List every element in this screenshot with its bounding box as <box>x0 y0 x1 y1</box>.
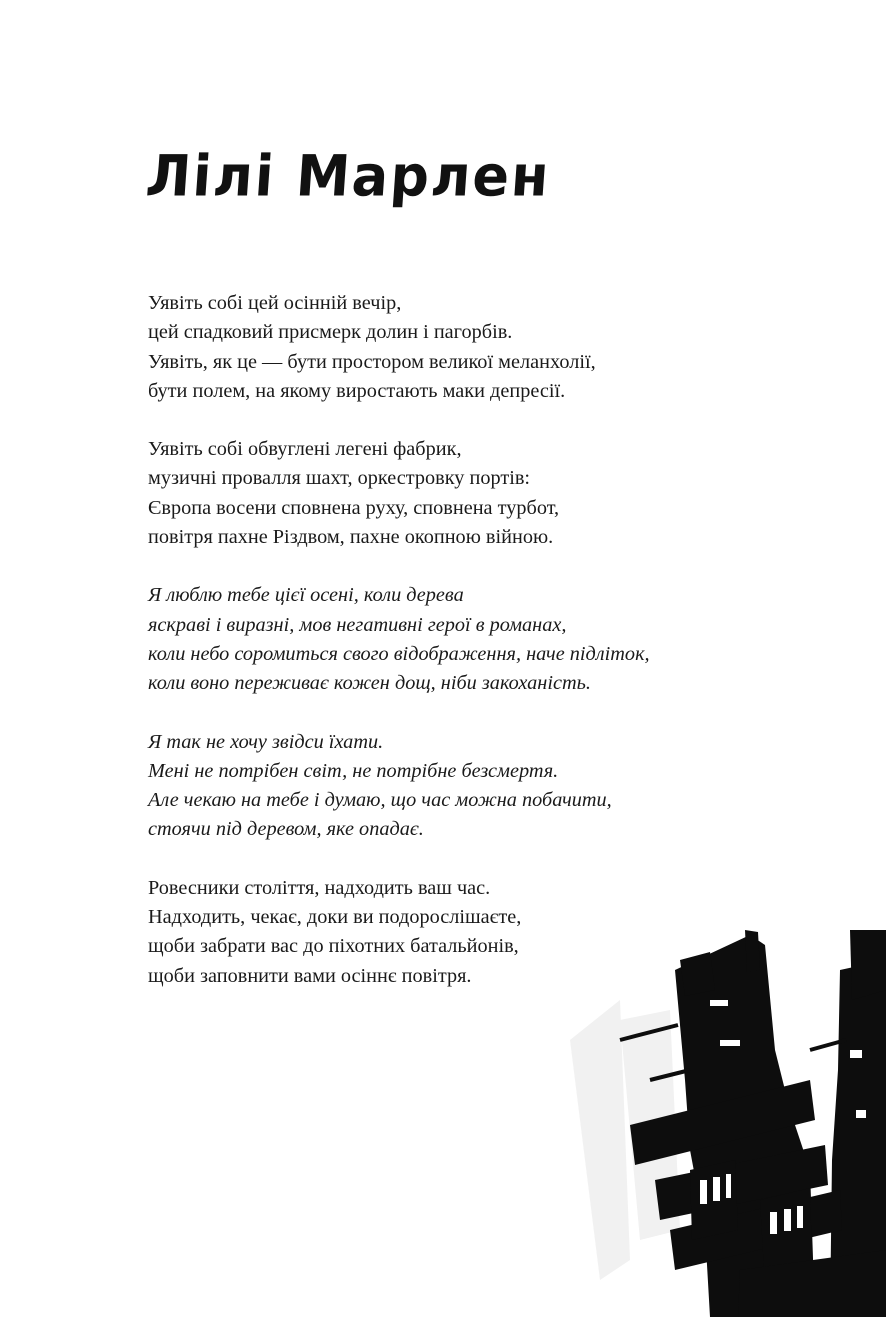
poem-line: Але чекаю на тебе і думаю, що час можна побачити, <box>148 789 612 812</box>
poem-line: повітря пахне Різдвом, пахне окопною війною. <box>148 526 554 549</box>
poem-line: цей спадковий присмерк долин і пагорбів. <box>148 321 513 344</box>
poem-line: Уявіть, як це — бути простором великої меланхолії, <box>148 350 596 373</box>
poem-line: Надходить, чекає, доки ви подорослішаєте, <box>148 906 522 929</box>
stanza-4 <box>148 728 768 845</box>
poem-line: бути полем, на якому виростають маки депресії. <box>148 379 566 402</box>
ink-city-buildings-icon <box>560 930 886 1317</box>
stanza-3 <box>148 581 768 698</box>
poem-line: щоби заповнити вами осіннє повітря. <box>148 964 472 987</box>
poem-line: щоби забрати вас до піхотних батальйонів, <box>148 935 519 958</box>
poem-line: коли воно переживає кожен дощ, ніби закоханість. <box>148 672 591 695</box>
poem-line: Ровесники століття, надходить ваш час. <box>148 876 491 899</box>
poem-body <box>148 289 768 1020</box>
poem-line: Я люблю тебе цієї осені, коли дерева <box>148 584 464 607</box>
poem-line: Я так не хочу звідси їхати. <box>148 730 384 753</box>
poem-title: Лілі Марлен <box>143 142 553 209</box>
poem-line: коли небо соромиться свого відображення, наче підліток, <box>148 642 650 665</box>
poem-line: Мені не потрібен світ, не потрібне безсмертя. <box>148 759 559 782</box>
stanza-2 <box>148 435 768 552</box>
stanza-1 <box>148 289 768 406</box>
poem-line: Європа восени сповнена руху, сповнена турбот, <box>148 496 560 519</box>
poem-line: музичні провалля шахт, оркестровку портів: <box>148 467 531 490</box>
poem-line: Уявіть собі цей осінній вечір, <box>148 292 402 314</box>
poem-line: яскраві і виразні, мов негативні герої в романах, <box>148 613 567 636</box>
poem-line: Уявіть собі обвуглені легені фабрик, <box>148 438 462 461</box>
poem-line: стоячи під деревом, яке опадає. <box>148 818 424 841</box>
